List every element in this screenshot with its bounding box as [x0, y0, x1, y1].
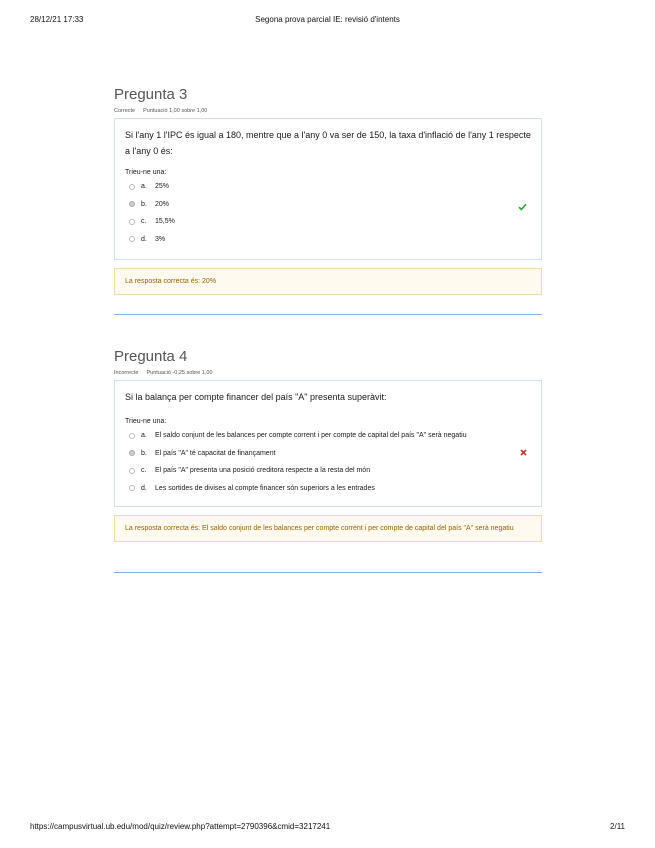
question-separator — [114, 314, 542, 315]
check-icon — [518, 203, 527, 213]
question-3 — [114, 86, 542, 295]
question-status: Correcte — [114, 108, 136, 114]
answer-option-selected[interactable] — [125, 445, 531, 463]
answer-option[interactable] — [125, 480, 531, 498]
print-footer — [30, 822, 625, 831]
question-box — [114, 118, 542, 260]
option-letter: a. — [141, 432, 147, 440]
radio-button[interactable] — [129, 433, 135, 439]
option-text: El saldo conjunt de les balances per compte corrent i per compte de capital del país "A" serà negatiu — [155, 432, 467, 440]
option-letter: b. — [141, 200, 147, 208]
option-text: 20% — [155, 200, 170, 208]
question-score: Puntuació -0,25 sobre 1,00 — [146, 370, 213, 376]
question-title: Pregunta 3 — [114, 86, 188, 103]
option-text: Les sortides de divises al compte financer són superiors a les entrades — [155, 484, 375, 492]
option-text: 15,5% — [155, 218, 175, 226]
option-letter: b. — [141, 449, 147, 457]
question-box — [114, 380, 542, 507]
answer-option[interactable] — [125, 213, 531, 231]
cross-icon — [520, 449, 527, 458]
print-url[interactable]: https://campusvirtual.ub.edu/mod/quiz/review.php?attempt=2790396&cmid=3217241 — [30, 822, 331, 831]
question-separator — [114, 572, 542, 573]
answer-option[interactable] — [125, 427, 531, 445]
radio-button-checked[interactable] — [129, 450, 135, 456]
option-letter: c. — [141, 467, 147, 475]
question-4 — [114, 348, 542, 542]
option-text: 3% — [155, 235, 166, 243]
answer-option-selected[interactable] — [125, 196, 531, 214]
radio-button-checked[interactable] — [129, 201, 135, 207]
radio-button[interactable] — [129, 468, 135, 474]
option-letter: c. — [141, 218, 147, 226]
print-header — [30, 15, 625, 24]
question-score: Puntuació 1,00 sobre 1,00 — [143, 108, 208, 114]
option-letter: d. — [141, 484, 147, 492]
correct-answer-feedback: La resposta correcta és: El saldo conjunt de les balances per compte corrent i per compte de capital del país "A" serà negatiu — [114, 515, 542, 542]
question-text: Si l'any 1 l'IPC és igual a 180, mentre que a l'any 0 va ser de 150, la taxa d'inflació de l'any 1 respecte a l'any 0 és: — [125, 130, 531, 156]
option-letter: d. — [141, 235, 147, 243]
correct-answer-feedback: La resposta correcta és: 20% — [114, 268, 542, 295]
question-title: Pregunta 4 — [114, 348, 188, 365]
answer-option[interactable] — [125, 231, 531, 249]
print-page-number: 2/11 — [610, 822, 625, 831]
question-info — [114, 370, 542, 376]
radio-button[interactable] — [129, 184, 135, 190]
answer-option[interactable] — [125, 178, 531, 196]
radio-button[interactable] — [129, 219, 135, 225]
print-title: Segona prova parcial IE: revisió d'intents — [255, 15, 400, 24]
answer-prompt: Trieu-ne una: — [125, 169, 167, 176]
option-text: El país "A" presenta una posició creditora respecte a la resta del món — [155, 467, 371, 475]
question-info — [114, 108, 542, 114]
print-datetime: 28/12/21 17:33 — [30, 15, 84, 24]
option-text: 25% — [155, 183, 170, 191]
question-status: Incorrecte — [114, 370, 139, 376]
answer-prompt: Trieu-ne una: — [125, 418, 167, 425]
answer-option[interactable] — [125, 462, 531, 480]
option-letter: a. — [141, 183, 147, 191]
radio-button[interactable] — [129, 485, 135, 491]
option-text: El país "A" té capacitat de finançament — [155, 449, 276, 457]
question-text: Si la balança per compte financer del país "A" presenta superàvit: — [125, 392, 387, 402]
radio-button[interactable] — [129, 236, 135, 242]
